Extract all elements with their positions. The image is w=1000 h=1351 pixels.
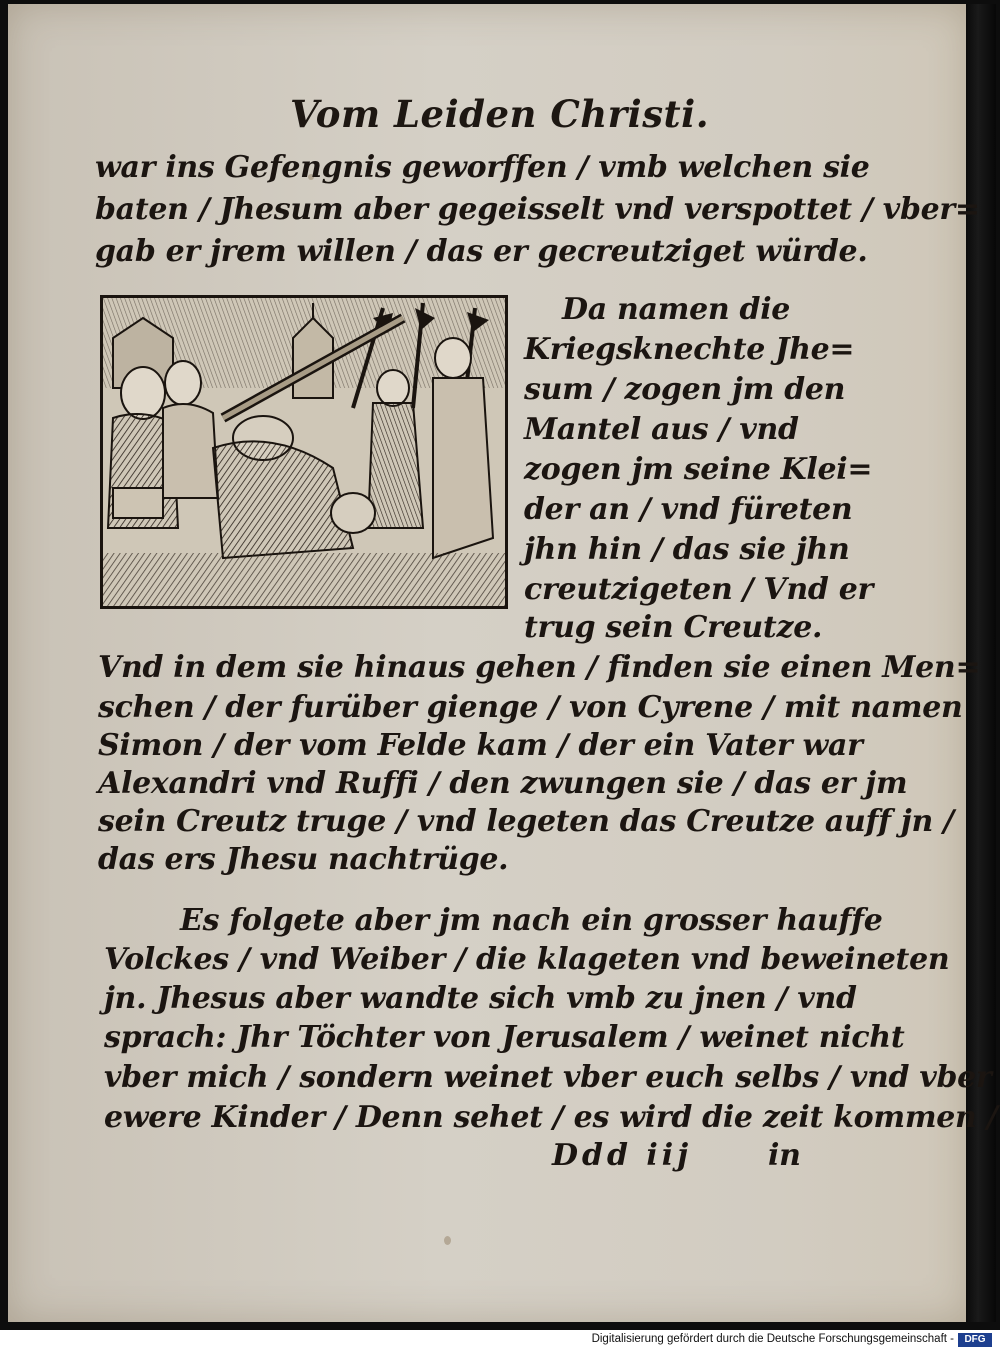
text-line: vber mich / sondern weinet vber euch selbs / vnd vber (104, 1060, 992, 1095)
text-line: ewere Kinder / Denn sehet / es wird die zeit kommen / (104, 1100, 998, 1135)
text-line: Mantel aus / vnd (524, 412, 799, 447)
text-line: gab er jrem willen / das er gecreutziget würde. (95, 234, 868, 269)
woodcut-crucifixion-procession-image (103, 298, 505, 606)
text-line: trug sein Creutze. (524, 610, 823, 645)
text-line: baten / Jhesum aber gegeisselt vnd verspottet / vber= (95, 192, 980, 227)
text-line: schen / der furüber gienge / von Cyrene / mit namen (98, 690, 963, 725)
text-line: sum / zogen jm den (524, 372, 846, 407)
text-line: das ers Jhesu nachtrüge. (98, 842, 509, 877)
footer-credit: Digitalisierung gefördert durch die Deutsche Forschungsgemeinschaft - (591, 1333, 954, 1345)
text-line: jhn hin / das sie jhn (524, 532, 850, 567)
text-line: Vnd in dem sie hinaus gehen / finden sie einen Men= (98, 650, 981, 685)
text-line: Kriegsknechte Jhe= (524, 332, 855, 367)
text-line: Volckes / vnd Weiber / die klageten vnd beweineten (104, 942, 950, 977)
text-line: sein Creutz truge / vnd legeten das Creutze auff jn / (98, 804, 954, 839)
catchword: in (768, 1138, 801, 1173)
text-line: Da namen die (562, 292, 791, 327)
text-line: Simon / der vom Felde kam / der ein Vater war (98, 728, 863, 763)
text-line: sprach: Jhr Töchter von Jerusalem / weinet nicht (104, 1020, 905, 1055)
text-line: war ins Gefengnis geworffen / vmb welchen sie (95, 150, 870, 185)
woodcut-illustration (100, 295, 508, 609)
text-line: jn. Jhesus aber wandte sich vmb zu jnen / vnd (104, 981, 857, 1016)
text-line: zogen jm seine Klei= (524, 452, 873, 487)
text-line: Alexandri vnd Ruffi / den zwungen sie / das er jm (98, 766, 908, 801)
footer-bar (0, 1330, 1000, 1351)
text-line: der an / vnd füreten (524, 492, 853, 527)
text-line: Es folgete aber jm nach ein grosser hauffe (180, 903, 883, 938)
signature-mark: Ddd iij (552, 1138, 693, 1173)
dfg-logo-icon: DFG (958, 1333, 992, 1347)
running-head: Vom Leiden Christi. (290, 92, 710, 136)
text-line: creutzigeten / Vnd er (524, 572, 874, 607)
